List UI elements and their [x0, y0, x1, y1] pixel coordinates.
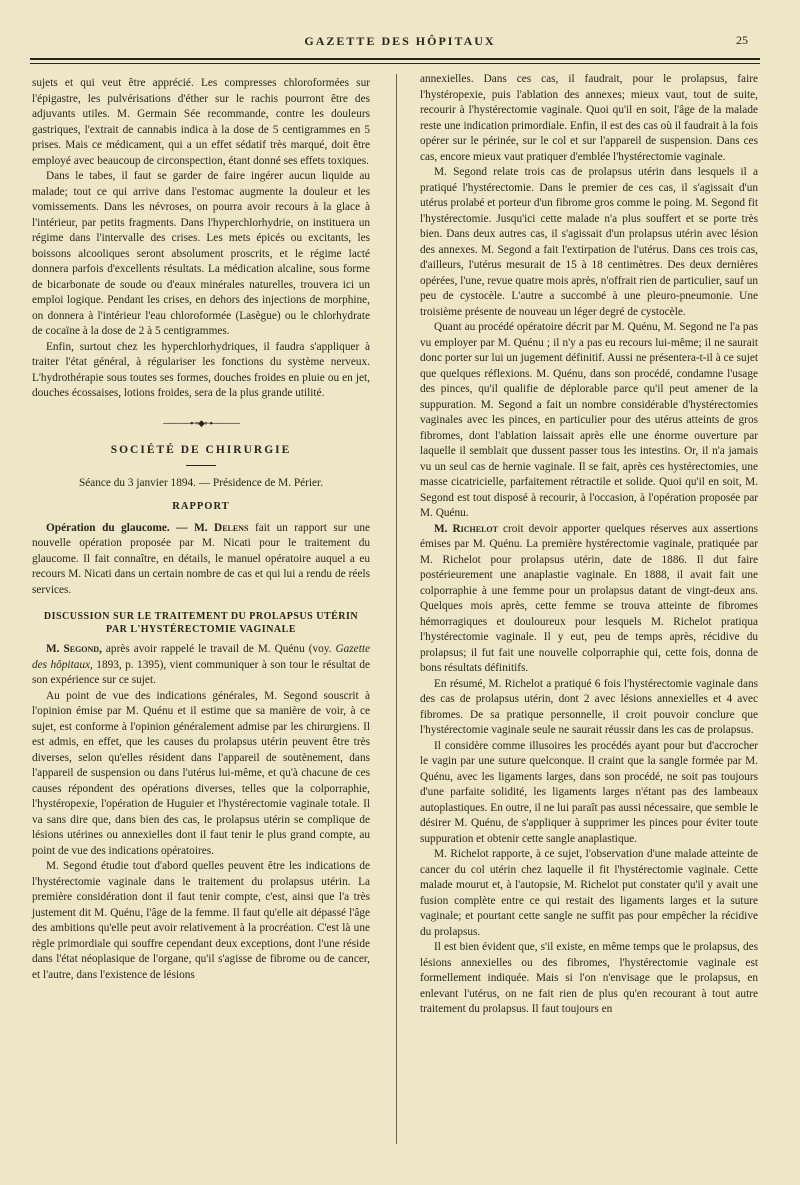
header-rule-thin [30, 63, 760, 64]
paragraph: Quant au procédé opératoire décrit par M. Quénu, M. Segond ne l'a pas vu employer par M. Quénu ; il n'y a pas eu recours lui-même; il ne saurait donc porter sur lui un jugement définitif. Aussi ne présentera-t-il à ce sujet que quelques réflexions. M. Quénu, dans son procédé, condamne l'usage des pinces, qu'il qualifie de déplorable parce qu'il peut amener de la suppuration. M. Segond a fait un nombre considérable d'hystérectomies vaginales avec les pinces, en particulier pour des utérus atteints de gros fibromes, dont l'ablation laissait après elle une énorme ouverture par laquelle il semblait que dussent passer tous les intestins. Or, il n'a jamais vu un seul cas de hernie vaginale. Il se fait, après ces hystérectomies, une masse cicatricielle, parfaitement rétractile et solide. Quoi qu'il en soit, M. Segond est tout disposé à recourir, à l'occasion, à l'opération proposée par M. Quénu. [420, 321, 758, 519]
running-head: GAZETTE DES HÔPITAUX [304, 34, 496, 48]
right-column [420, 72, 758, 1018]
left-column [32, 76, 370, 983]
paragraph: sujets et qui veut être apprécié. Les compresses chloroformées sur l'épigastre, les pulvérisations d'éther sur le rachis pourront être des adjuvants utiles. M. Germain Sée recommande, contre les douleurs gastriques, l'extrait de cannabis indica à la dose de 5 centigrammes en 5 prises. Mais ce médicament, qui a un effet sédatif très marqué, doit être employé avec beaucoup de circonspection, étant donné ses effets toxiques. [32, 77, 370, 167]
paragraph-text: après avoir rappelé le travail de M. Quénu (voy. [105, 643, 332, 655]
paragraph [420, 522, 758, 677]
header-rule [30, 58, 760, 60]
paragraph: En résumé, M. Richelot a pratiqué 6 fois l'hystérectomie vaginale dans des cas de prolapsus utérin, dont 2 avec lésions annexielles et 4 avec fibromes. De sa pratique personnelle, il croit pouvoir conclure que l'hystérectomie vaginale seule ne saurait réussir dans les cas de prolapsus. [420, 677, 758, 736]
paragraph-text: 1893, p. 1395), vient communiquer à son tour le résultat de son expérience sur ce sujet. [32, 658, 370, 686]
paragraph [32, 521, 370, 599]
paragraph: Au point de vue des indications générales, M. Segond souscrit à l'opinion émise par M. Quénu et il estime que sa manière de voir, à ce sujet, est conforme à l'opinion généralement admise par les chirurgiens. Il est admis, en effet, que les causes du prolapsus utérin peuvent être très diverses, selon qu'elles résident dans l'appareil de soutènement, dans l'appareil de suspension ou dans l'utérus lui-même, et qu'à chacune de ces causes répondent des opérations diverses, telles que la colporraphie, l'hystéropexie, l'opération de Huguier et l'hystérectomie vaginale totale. Il va sans dire que, dans bien des cas, le prolapsus utérin se complique de lésions utérines ou annexielles dont il faut tenir le plus grand compte, au point de vue des indications opératoires. [32, 689, 370, 857]
paragraph: annexielles. Dans ces cas, il faudrait, pour le prolapsus, faire l'hystéropexie, puis l'ablation des annexes; mieux vaut, tout de suite, recourir à l'hystérectomie vaginale. Quoi qu'il en soit, l'âge de la malade reste une indication primordiale. Enfin, il est des cas où il faudrait à la fois opérer sur le périnée, sur le col et sur l'appareil de suspension. Dans ces cas, encore mieux vaut pratiquer d'emblée l'hystérectomie vaginale. [420, 73, 758, 163]
paragraph: M. Segond relate trois cas de prolapsus utérin dans lesquels il a pratiqué l'hystérectomie. Dans le premier de ces cas, il s'agissait d'un utérus prolabé et porteur d'un fibrome gros comme le poing. M. Segond fit l'hystérectomie. Jusqu'ici cette malade n'a plus souffert et se porte très bien. Dans deux autres cas, il s'agissait d'un prolapsus utérin avec lésion des annexes. M. Segond a fait l'extirpation de l'utérus. Dans ces trois cas, d'ailleurs, l'utérus mesurait de 15 à 18 centimètres. Des deux dernières opérées, l'une, revue quatre mois après, n'offrait rien de particulier, sauf un peu de cystocèle. L'autre a succombé à une pleuro-pneumonie. Une troisième présente de nouveau un léger degré de cystocèle. [420, 166, 758, 318]
report-heading: RAPPORT [172, 501, 230, 512]
speaker-name: M. Segond, [46, 643, 102, 655]
section-heading: SOCIÉTÉ DE CHIRURGIE [110, 444, 292, 456]
paragraph: Il considère comme illusoires les procédés ayant pour but d'accrocher le vagin par une suture quelconque. Il craint que la sangle formée par M. Quénu, avec les ligaments larges, dans son procédé, ne soit pas toujours d'une parfaite solidité, les ligaments larges n'étant pas des lambeaux autoplastiques. En outre, il ne lui paraît pas aussi nécessaire, que semble le désirer M. Quénu, de s'appliquer à supprimer les pinces pour éviter toute suppuration et obtenir cette sangle anaplastique. [420, 739, 758, 845]
page-number: 25 [736, 33, 748, 47]
paragraph-text: fait un rapport sur une nouvelle opération proposée par M. Nicati pour le traitement du glaucome. Il fait connaître, en détails, le manuel opératoire auquel a eu recours M. Nicati dans un certain nombre de cas et qui lui a rendu de réels services. [32, 521, 370, 596]
paragraph: Enfin, surtout chez les hyperchlorhydriques, il faudra s'appliquer à traiter l'état général, à régulariser les fonctions du système nerveux. L'hydrothérapie sous toutes ses formes, douches froides en pluie ou en jet, douches écossaises, lotions froides, sera de la plus grande utilité. [32, 340, 370, 399]
ornament-divider: ─────⊷◆⊶───── [163, 417, 239, 428]
paragraph: M. Segond étudie tout d'abord quelles peuvent être les indications de l'hystérectomie vaginale dans le traitement du prolapsus utérin. La première considération dont il faut tenir compte, c'est, ainsi que l'a très justement dit M. Quénu, l'âge de la femme. Il faut qu'elle ait dépassé l'âge des ambitions qu'elle peut avoir relativement à la procréation. C'est là une règle primordiale qui souffre cependant deux exceptions, dont l'une réside dans l'état néoplasique de l'organe, qu'il s'agisse de fibrome ou de cancer, et l'autre, dans l'existence de lésions [32, 860, 370, 981]
paragraph [32, 642, 370, 689]
discussion-heading: DISCUSSION SUR LE TRAITEMENT DU PROLAPSUS UTÉRIN PAR L'HYSTÉRECTOMIE VAGINALE [43, 611, 359, 635]
session-line: Séance du 3 janvier 1894. — Présidence de M. Périer. [78, 476, 324, 489]
topic-title: Opération du glaucome. — [46, 521, 188, 534]
paragraph: Il est bien évident que, s'il existe, en même temps que le prolapsus, des lésions annexielles ou des fibromes, l'hystérectomie vaginale est formellement indiquée. Mais si l'on n'envisage que le prolapsus, en enlevant l'utérus, on ne fait rien de plus qu'en recourant à tout autre traitement du prolapsus. Il faut toujours en [420, 941, 758, 1015]
reference: Gazette des hôpitaux, [32, 643, 370, 671]
paragraph: M. Richelot rapporte, à ce sujet, l'observation d'une malade atteinte de cancer du col utérin chez laquelle il fit l'hystérectomie vaginale. Cette malade mourut et, à l'autopsie, M. Richelot put constater qu'il y avait une fusion complète entre ce qui restait des ligaments larges et la suture vaginale; et pourtant cette sangle ne suffit pas pour empêcher la récidive du prolapsus. [420, 848, 758, 938]
column-divider [396, 74, 397, 1144]
paragraph-text: croit devoir apporter quelques réserves aux assertions émises par M. Quénu. La première hystérectomie vaginale, pratiquée par M. Richelot pour prolapsus utérin, date de 1886. Il dut faire postérieurement une anaplastie vaginale. En 1888, il avait fait une colporraphie à une femme pour un prolapsus datant de vingt-deux ans. Quelques mois après, cette femme se trouva atteinte de fibromes hémorragiques et douloureux pour lesquels M. Richelot pratiqua l'hystérectomie vaginale. Il y eut, peu de temps après, récidive du prolapsus; il fut fait une nouvelle colporraphie qui, cette fois, donna de bons résultats définitifs. [420, 522, 759, 674]
speaker-name: M. Richelot [434, 522, 498, 535]
speaker-name: M. Delens [194, 521, 249, 534]
short-rule [186, 465, 216, 466]
paragraph: Dans le tabes, il faut se garder de faire ingérer aucun liquide au malade; tout ce qui arrive dans l'estomac augmente la douleur et les vomissements. Dans les névroses, on pourra avoir recours à la glace à l'intérieur, par petits fragments. Dans l'hyperchlorhydrie, on instituera un régime dans l'intervalle des crises. Les mets épicés ou excitants, les boissons alcooliques seront absolument proscrits, et le régime lacté donnera parfois d'excellents résultats. La médication alcaline, sous forme de bicarbonate de soude ou d'eaux minérales naturelles, trouvera ici un emploi logique. Pendant les crises, en dehors des injections de morphine, on donnera à l'intérieur l'eau chloroformée (Lasègue) ou le chlorhydrate de cocaïne à la dose de 2 à 5 centigrammes. [32, 170, 370, 337]
